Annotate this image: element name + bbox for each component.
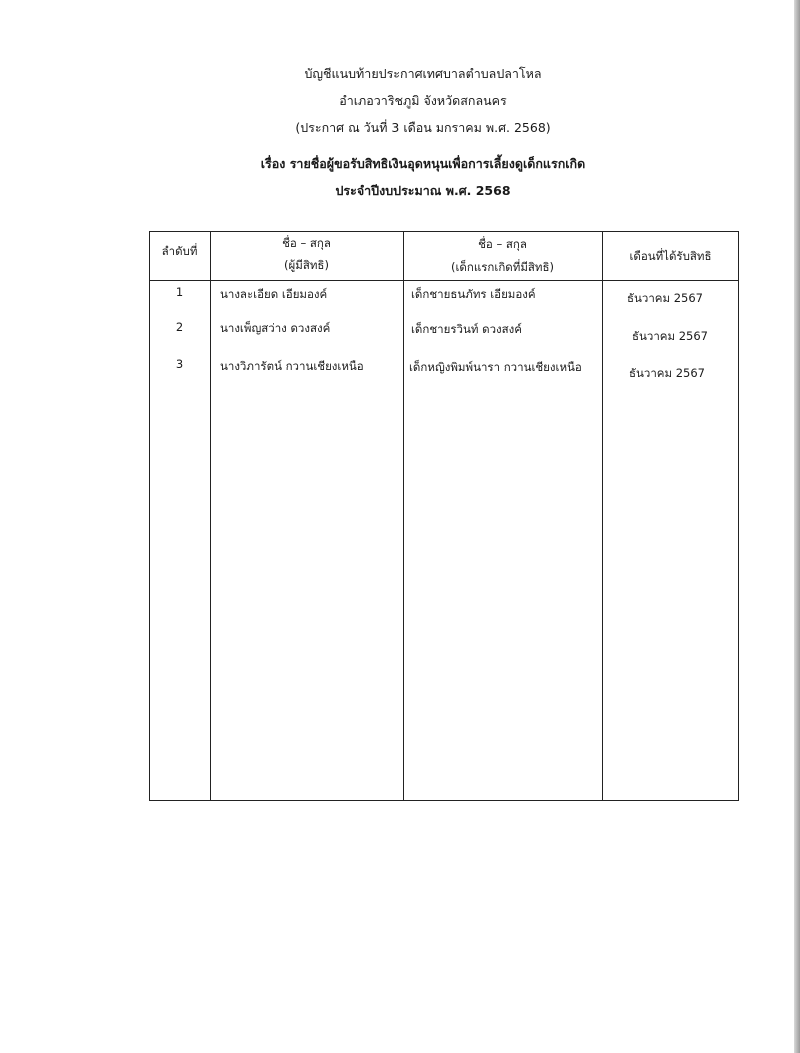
header-line-2: อำเภอวาริชภูมิ จังหวัดสกลนคร: [339, 93, 507, 108]
column-header-parent-sub: (ผู้มีสิทธิ): [284, 258, 329, 272]
column-header-no: ลำดับที่: [161, 244, 198, 258]
column-divider-1: [210, 231, 211, 801]
column-header-child-sub: (เด็กแรกเกิดที่มีสิทธิ): [450, 260, 555, 274]
table-row-2-no: 2: [175, 320, 184, 334]
header-line-1: บัญชีแนบท้ายประกาศเทศบาลตำบลปลาโหล: [304, 66, 542, 81]
table-row-3-parent: นางวิภารัตน์ กวานเชียงเหนือ: [220, 359, 364, 373]
table-row-3-child: เด็กหญิงพิมพ์นารา กวานเชียงเหนือ: [409, 360, 582, 374]
table-row-1-child: เด็กชายธนภัทร เอียมองค์: [411, 287, 536, 301]
header-fiscal-year: ประจำปีงบประมาณ พ.ศ. 2568: [335, 183, 511, 198]
header-line-3: (ประกาศ ณ วันที่ 3 เดือน มกราคม พ.ศ. 2568): [295, 120, 551, 135]
table-row-1-no: 1: [175, 285, 184, 299]
table-border: [149, 231, 739, 801]
table-row-2-child: เด็กชายรวินท์ ดวงสงค์: [411, 322, 522, 336]
table-row-1-month: ธันวาคม 2567: [627, 291, 703, 305]
table-row-3-no: 3: [175, 357, 184, 371]
table-row-2-month: ธันวาคม 2567: [632, 329, 708, 343]
table-row-2-parent: นางเพ็ญสว่าง ดวงสงค์: [220, 321, 331, 335]
column-divider-3: [602, 231, 603, 801]
column-header-parent-name: ชื่อ – สกุล: [282, 236, 331, 250]
table-header-divider: [149, 280, 739, 281]
header-subject: เรื่อง รายชื่อผู้ขอรับสิทธิเงินอุดหนุนเพื่อการเลี้ยงดูเด็กแรกเกิด: [260, 156, 586, 171]
table-row-1-parent: นางละเอียด เอียมองค์: [220, 287, 328, 301]
column-header-month: เดือนที่ได้รับสิทธิ: [629, 249, 712, 263]
table-row-3-month: ธันวาคม 2567: [629, 366, 705, 380]
column-header-child-name: ชื่อ – สกุล: [478, 237, 527, 251]
beneficiary-table: [149, 231, 739, 801]
column-divider-2: [403, 231, 404, 801]
